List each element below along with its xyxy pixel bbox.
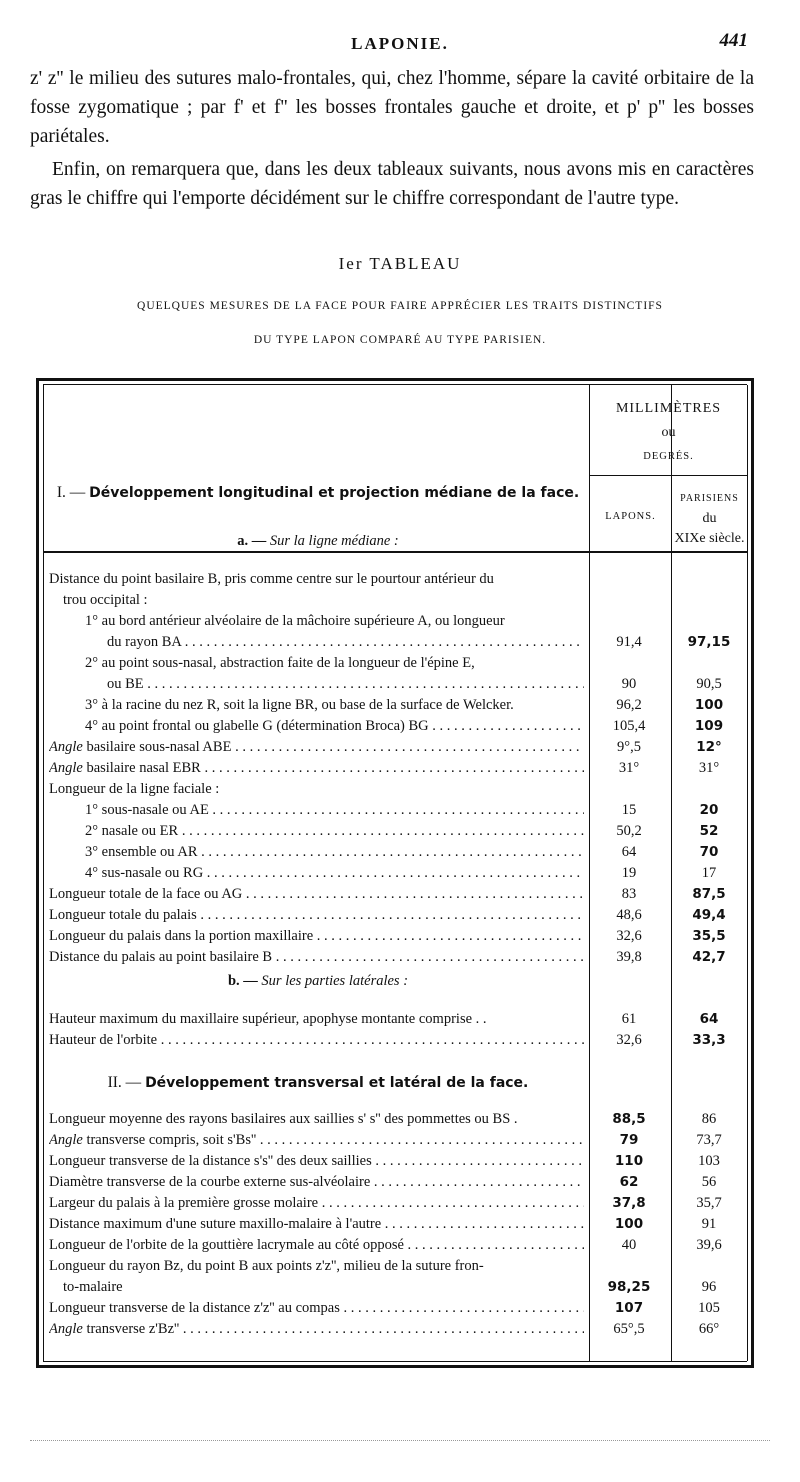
leader-dots bbox=[209, 802, 584, 818]
table-caption-line-1: QUELQUES MESURES DE LA FACE POUR FAIRE APPRÉCIER LES TRAITS DISTINCTIFS bbox=[137, 300, 663, 312]
row-label-text: to-malaire bbox=[63, 1279, 123, 1295]
row-label-text: 3° ensemble ou AR bbox=[85, 844, 198, 860]
table-row bbox=[49, 1321, 749, 1342]
leader-dots bbox=[340, 1300, 584, 1316]
row-label bbox=[49, 907, 584, 924]
subsection-b-heading bbox=[53, 973, 583, 990]
value-lapons: 48,6 bbox=[616, 907, 642, 923]
row-label-text: 4° au point frontal ou glabelle G (détermination Broca) BG bbox=[85, 718, 429, 734]
value-lapons: 90 bbox=[621, 676, 637, 692]
value-parisiens: 87,5 bbox=[692, 886, 726, 902]
leader-dots bbox=[242, 886, 584, 902]
column-header-parisiens-3: XIXe siècle. bbox=[674, 531, 745, 546]
leader-dots bbox=[372, 1153, 584, 1169]
table-row bbox=[49, 739, 749, 760]
subsection-a-heading bbox=[53, 533, 583, 550]
table-row bbox=[49, 592, 749, 613]
value-lapons: 79 bbox=[619, 1132, 639, 1148]
row-label bbox=[49, 1132, 584, 1149]
value-parisiens: 64 bbox=[699, 1011, 719, 1027]
row-label-text: Distance du palais au point basilaire B bbox=[49, 949, 273, 965]
row-label bbox=[85, 802, 584, 819]
header-rule bbox=[43, 551, 747, 553]
leader-dots bbox=[178, 823, 584, 839]
value-lapons: 110 bbox=[614, 1153, 644, 1169]
section-2-title: Développement transversal et latéral de la face. bbox=[145, 1075, 529, 1091]
table-row bbox=[49, 760, 749, 781]
row-label bbox=[49, 1032, 584, 1049]
value-lapons: 88,5 bbox=[612, 1111, 646, 1127]
value-parisiens: 49,4 bbox=[692, 907, 726, 923]
table-row bbox=[49, 613, 749, 634]
row-label bbox=[63, 592, 584, 609]
table-row bbox=[49, 1300, 749, 1321]
units-label-2: ou bbox=[661, 425, 676, 440]
row-label-text: Longueur transverse de la distance z'z'' au compas bbox=[49, 1300, 340, 1316]
table-row bbox=[49, 823, 749, 844]
row-label bbox=[85, 823, 584, 840]
value-lapons: 61 bbox=[621, 1011, 637, 1027]
row-label bbox=[49, 928, 584, 945]
table-caption-line-2: DU TYPE LAPON COMPARÉ AU TYPE PARISIEN. bbox=[253, 334, 547, 346]
table-row bbox=[49, 1111, 749, 1132]
row-label-text: 4° sus-nasale ou RG bbox=[85, 865, 204, 881]
row-label-text: ou BE bbox=[107, 676, 144, 692]
measurement-table bbox=[36, 378, 754, 1368]
row-label-text: Longueur transverse de la distance s's'' des deux saillies bbox=[49, 1153, 372, 1169]
table-row bbox=[49, 1032, 749, 1053]
row-label-text: 3° à la racine du nez R, soit la ligne BR, ou base de la surface de Welcker. bbox=[85, 697, 514, 713]
value-parisiens: 35,5 bbox=[692, 928, 726, 944]
section-1-heading bbox=[53, 483, 583, 503]
units-label-1: MILLIMÈTRES bbox=[615, 401, 722, 416]
value-lapons: 9°,5 bbox=[617, 739, 641, 755]
value-parisiens: 52 bbox=[699, 823, 719, 839]
row-label-text: Longueur du palais dans la portion maxillaire bbox=[49, 928, 314, 944]
leader-dots bbox=[370, 1174, 584, 1190]
row-label bbox=[85, 655, 584, 672]
value-lapons: 39,8 bbox=[616, 949, 642, 965]
value-lapons: 15 bbox=[621, 802, 637, 818]
units-rule bbox=[589, 475, 747, 476]
row-label-text: Longueur de l'orbite de la gouttière lacrymale au côté opposé bbox=[49, 1237, 404, 1253]
row-label bbox=[49, 760, 584, 777]
row-label-text: Distance du point basilaire B, pris comme centre sur le pourtour antérieur du bbox=[49, 571, 494, 587]
table-row bbox=[49, 886, 749, 907]
table-row bbox=[49, 655, 749, 676]
row-label bbox=[49, 1258, 584, 1275]
value-parisiens: 70 bbox=[699, 844, 719, 860]
value-lapons: 19 bbox=[621, 865, 637, 881]
table-row bbox=[49, 802, 749, 823]
value-parisiens: 96 bbox=[701, 1279, 717, 1295]
footer-rule bbox=[30, 1440, 770, 1441]
row-label bbox=[49, 949, 584, 966]
section-1-number: I. — bbox=[56, 484, 86, 501]
subsection-b-title: Sur les parties latérales : bbox=[261, 973, 409, 989]
leader-dots bbox=[181, 634, 584, 650]
value-parisiens: 33,3 bbox=[692, 1032, 726, 1048]
leader-dots bbox=[203, 865, 584, 881]
row-label bbox=[85, 865, 584, 882]
table-row bbox=[49, 1216, 749, 1237]
value-parisiens: 103 bbox=[698, 1153, 720, 1169]
value-lapons: 91,4 bbox=[616, 634, 642, 650]
units-label-3: DEGRÉS. bbox=[643, 451, 694, 462]
value-parisiens: 109 bbox=[694, 718, 724, 734]
row-label bbox=[85, 844, 584, 861]
leader-dots bbox=[404, 1237, 584, 1253]
table-inner-rule-bottom bbox=[43, 1361, 747, 1362]
row-label-text: trou occipital : bbox=[63, 592, 148, 608]
leader-dots bbox=[179, 1321, 584, 1337]
row-label bbox=[49, 1174, 584, 1191]
table-row bbox=[49, 1132, 749, 1153]
section-1-title: Développement longitudinal et projection médiane de la face. bbox=[89, 485, 580, 501]
table-row bbox=[49, 571, 749, 592]
value-parisiens: 105 bbox=[698, 1300, 720, 1316]
intro-paragraph-2: Enfin, on remarquera que, dans les deux tableaux suivants, nous avons mis en caractères gras le chiffre qui l'emporte décidément sur le chiffre correspondant de l'autre type. bbox=[30, 159, 754, 209]
units-header bbox=[590, 397, 747, 469]
table-row bbox=[49, 781, 749, 802]
value-lapons: 105,4 bbox=[612, 718, 646, 734]
value-lapons: 65°,5 bbox=[613, 1321, 645, 1337]
table-row bbox=[49, 844, 749, 865]
table-row bbox=[49, 1174, 749, 1195]
intro-paragraph-1: z' z'' le milieu des sutures malo-frontales, qui, chez l'homme, sépare la cavité orbitaire de la fosse zygomatique ; par f' et f'' les bosses frontales gauche et droite, et p' p'' les bosses pariétales. bbox=[30, 68, 754, 147]
table-rule-left bbox=[43, 385, 44, 1361]
leader-dots bbox=[272, 949, 584, 965]
row-label-text: Angle transverse compris, soit s'Bs'' bbox=[49, 1132, 257, 1148]
row-label-text: Distance maximum d'une suture maxillo-malaire à l'autre bbox=[49, 1216, 382, 1232]
section-2-number: II. — bbox=[107, 1074, 142, 1091]
table-row bbox=[49, 928, 749, 949]
row-label bbox=[49, 739, 584, 756]
table-row bbox=[49, 1237, 749, 1258]
running-title: LAPONIE. bbox=[351, 34, 449, 53]
subsection-a-letter: a. — bbox=[237, 533, 267, 549]
value-parisiens: 42,7 bbox=[692, 949, 726, 965]
row-label bbox=[49, 1300, 584, 1317]
value-parisiens: 20 bbox=[699, 802, 719, 818]
value-lapons: 100 bbox=[614, 1216, 644, 1232]
row-label bbox=[49, 1011, 584, 1028]
value-parisiens: 91 bbox=[701, 1216, 717, 1232]
row-label bbox=[85, 718, 584, 735]
column-header-lapons: LAPONS. bbox=[605, 511, 656, 522]
leader-dots bbox=[231, 739, 584, 755]
leader-dots bbox=[198, 844, 584, 860]
value-lapons: 32,6 bbox=[616, 1032, 642, 1048]
leader-dots bbox=[318, 1195, 584, 1211]
value-lapons: 64 bbox=[621, 844, 637, 860]
row-label bbox=[85, 697, 584, 714]
row-label bbox=[49, 571, 584, 588]
value-lapons: 107 bbox=[614, 1300, 644, 1316]
column-header-parisiens bbox=[672, 489, 747, 549]
row-label bbox=[85, 613, 584, 630]
value-parisiens: 35,7 bbox=[696, 1195, 722, 1211]
row-label-text: Longueur du rayon Bz, du point B aux points z'z'', milieu de la suture fron- bbox=[49, 1258, 484, 1274]
row-label-text: Longueur totale du palais bbox=[49, 907, 197, 923]
page-number: 441 bbox=[719, 30, 748, 51]
value-parisiens: 97,15 bbox=[687, 634, 731, 650]
value-parisiens: 90,5 bbox=[696, 676, 722, 692]
row-label-text: Largeur du palais à la première grosse molaire bbox=[49, 1195, 319, 1211]
column-header-parisiens-2: du bbox=[702, 511, 717, 526]
table-row bbox=[49, 634, 749, 655]
leader-dots bbox=[429, 718, 584, 734]
value-lapons: 83 bbox=[621, 886, 637, 902]
row-label-text: Angle transverse z'Bz'' bbox=[49, 1321, 180, 1337]
table-row bbox=[49, 1195, 749, 1216]
leader-dots bbox=[201, 760, 584, 776]
row-label bbox=[49, 781, 584, 798]
value-lapons: 37,8 bbox=[612, 1195, 646, 1211]
value-lapons: 32,6 bbox=[616, 928, 642, 944]
intro-text bbox=[30, 64, 754, 213]
value-parisiens: 56 bbox=[701, 1174, 717, 1190]
row-label bbox=[107, 634, 584, 651]
table-row bbox=[49, 697, 749, 718]
leader-dots bbox=[144, 676, 584, 692]
table-row bbox=[49, 1279, 749, 1300]
table-row bbox=[49, 1153, 749, 1174]
value-lapons: 40 bbox=[621, 1237, 637, 1253]
row-label bbox=[49, 1153, 584, 1170]
value-parisiens: 66° bbox=[698, 1321, 720, 1337]
row-label-text: du rayon BA bbox=[107, 634, 182, 650]
leader-dots bbox=[381, 1216, 584, 1232]
table-row bbox=[49, 1011, 749, 1032]
row-label-text: Longueur de la ligne faciale : bbox=[49, 781, 220, 797]
table-row bbox=[49, 1258, 749, 1279]
row-label-text: Longueur totale de la face ou AG bbox=[49, 886, 243, 902]
row-label-text: Diamètre transverse de la courbe externe sus-alvéolaire bbox=[49, 1174, 371, 1190]
row-label-text: 1° au bord antérieur alvéolaire de la mâchoire supérieure A, ou longueur bbox=[85, 613, 505, 629]
subsection-b-letter: b. — bbox=[227, 973, 258, 989]
row-label-text: Hauteur maximum du maxillaire supérieur, apophyse montante comprise . . bbox=[49, 1011, 487, 1027]
column-header-parisiens-1: PARISIENS bbox=[680, 493, 739, 504]
table-row bbox=[49, 676, 749, 697]
value-parisiens: 86 bbox=[701, 1111, 717, 1127]
value-parisiens: 31° bbox=[698, 760, 720, 776]
row-label bbox=[63, 1279, 584, 1296]
row-label bbox=[49, 1237, 584, 1254]
leader-dots bbox=[197, 907, 584, 923]
value-parisiens: 17 bbox=[701, 865, 717, 881]
subsection-a-title: Sur la ligne médiane : bbox=[269, 533, 399, 549]
value-lapons: 50,2 bbox=[616, 823, 642, 839]
row-label bbox=[49, 1216, 584, 1233]
row-label bbox=[49, 886, 584, 903]
value-parisiens: 100 bbox=[694, 697, 724, 713]
value-lapons: 96,2 bbox=[616, 697, 642, 713]
row-label-text: 2° nasale ou ER bbox=[85, 823, 179, 839]
row-label-text: Hauteur de l'orbite bbox=[49, 1032, 158, 1048]
row-label bbox=[49, 1195, 584, 1212]
leader-dots bbox=[313, 928, 584, 944]
leader-dots bbox=[157, 1032, 584, 1048]
row-label-text: 1° sous-nasale ou AE bbox=[85, 802, 209, 818]
value-parisiens: 73,7 bbox=[696, 1132, 722, 1148]
value-lapons: 31° bbox=[618, 760, 640, 776]
row-label bbox=[49, 1111, 584, 1128]
section-2-heading bbox=[53, 1073, 583, 1093]
value-lapons: 62 bbox=[619, 1174, 639, 1190]
table-title: Ier TABLEAU bbox=[338, 254, 462, 273]
running-head bbox=[0, 30, 800, 58]
value-parisiens: 12° bbox=[696, 739, 722, 755]
row-label-text: 2° au point sous-nasal, abstraction faite de la longueur de l'épine E, bbox=[85, 655, 475, 671]
table-row bbox=[49, 949, 749, 970]
value-lapons: 98,25 bbox=[607, 1279, 651, 1295]
row-label-text: Angle basilaire nasal EBR bbox=[49, 760, 201, 776]
leader-dots bbox=[256, 1132, 584, 1148]
table-inner-rule-top bbox=[43, 384, 747, 385]
row-label bbox=[107, 676, 584, 693]
table-row bbox=[49, 907, 749, 928]
row-label bbox=[49, 1321, 584, 1338]
row-label-text: Angle basilaire sous-nasal ABE bbox=[49, 739, 232, 755]
table-row bbox=[49, 718, 749, 739]
row-label-text: Longueur moyenne des rayons basilaires aux saillies s' s'' des pommettes ou BS . bbox=[49, 1111, 518, 1127]
value-parisiens: 39,6 bbox=[696, 1237, 722, 1253]
table-row bbox=[49, 865, 749, 886]
